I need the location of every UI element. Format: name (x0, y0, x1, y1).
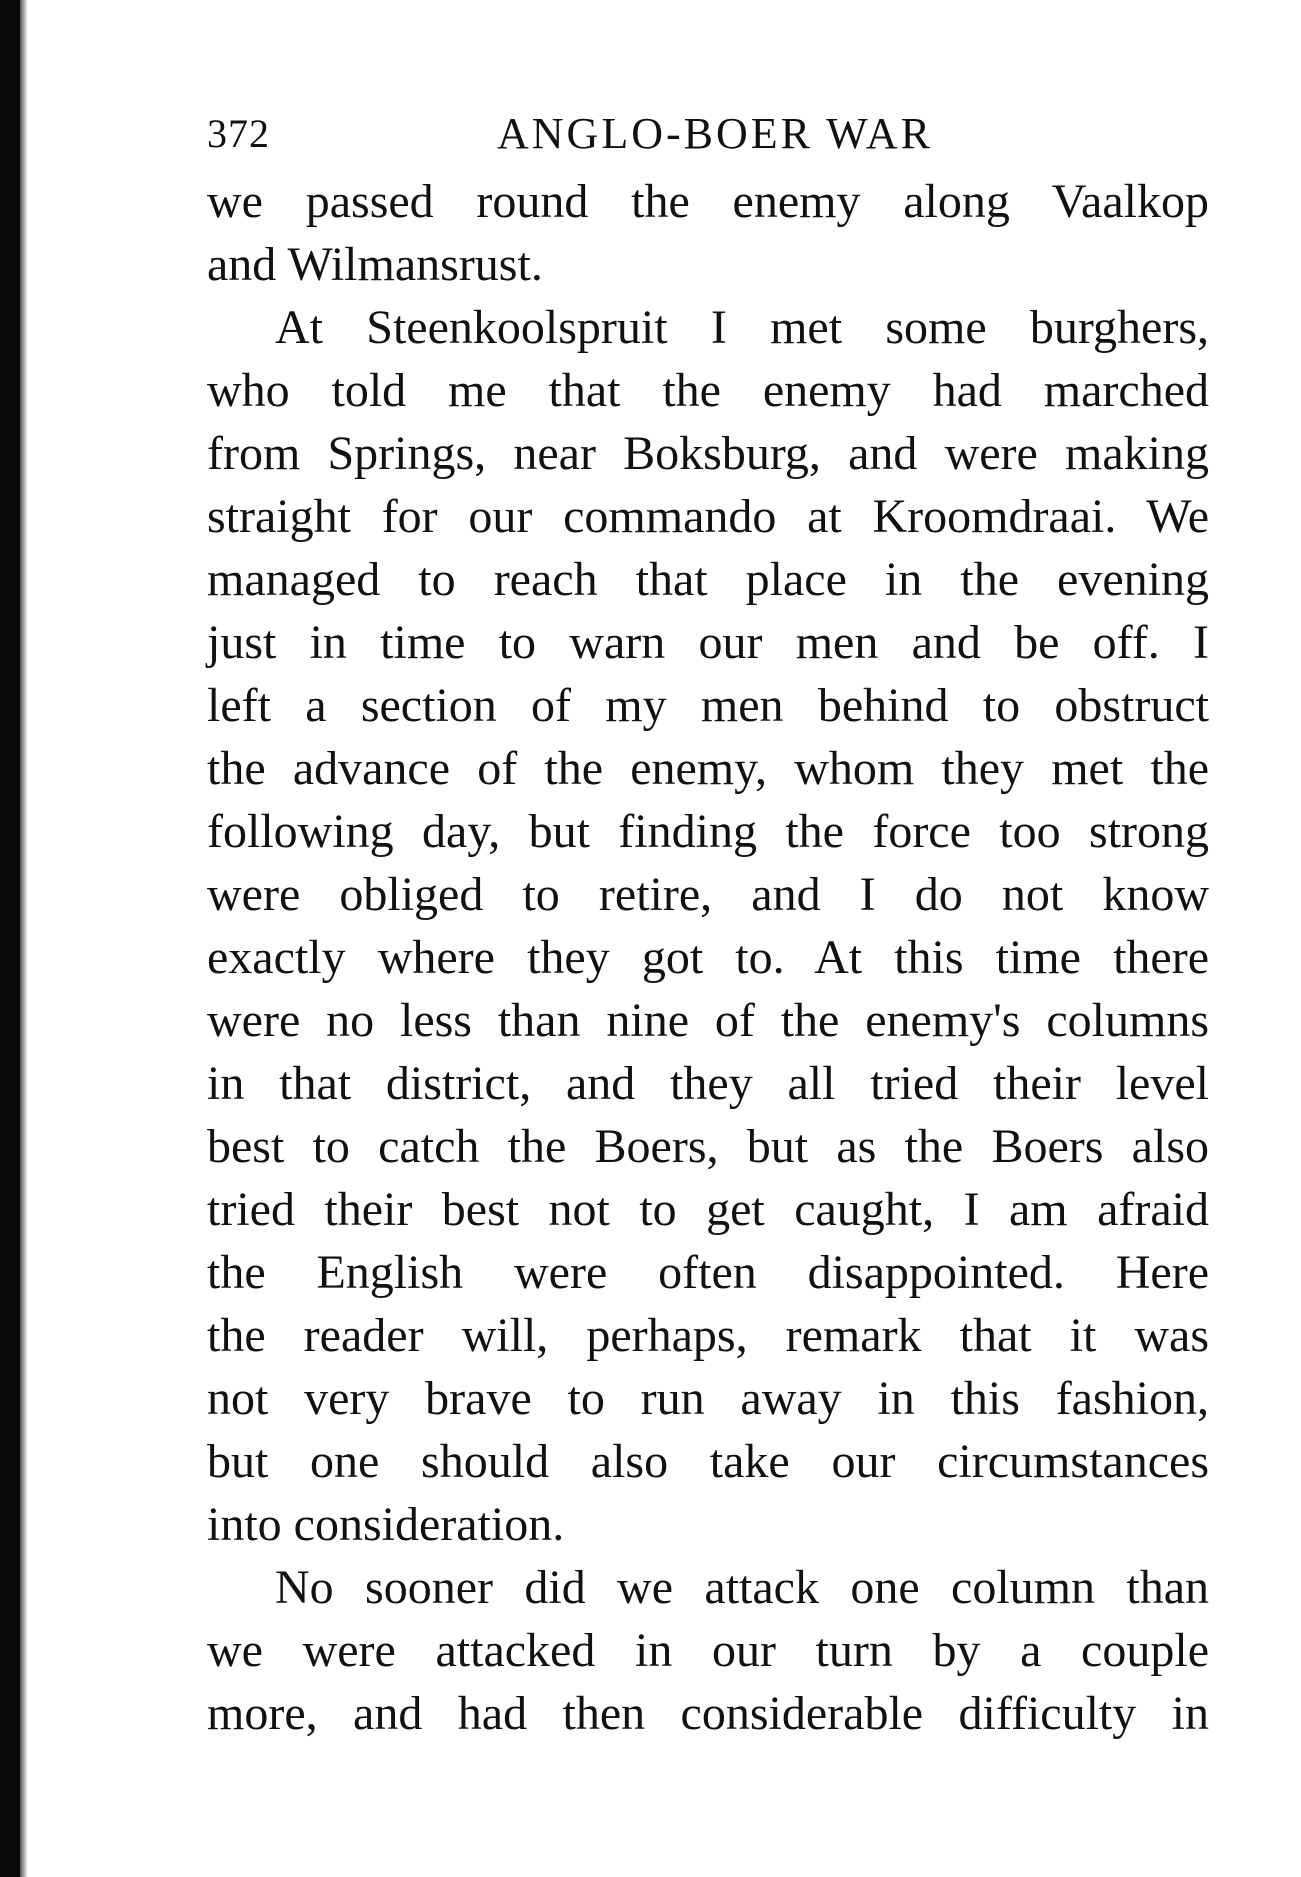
text-line: the reader will, perhaps, remark that it was (207, 1309, 1209, 1362)
text-line: just in time to warn our men and be off. I (207, 616, 1209, 669)
text-line: managed to reach that place in the evening (207, 553, 1209, 606)
text-line: and Wilmansrust. (207, 238, 543, 291)
text-line: straight for our commando at Kroomdraai. We (207, 490, 1209, 543)
text-line: best to catch the Boers, but as the Boers also (207, 1120, 1209, 1173)
running-title: ANGLO-BOER WAR (497, 109, 933, 158)
text-line: we passed round the enemy along Vaalkop (207, 175, 1209, 228)
text-line: were no less than nine of the enemy's columns (207, 994, 1209, 1047)
page-header (207, 104, 1157, 164)
text-line: At Steenkoolspruit I met some burghers, (275, 301, 1209, 354)
text-line: exactly where they got to. At this time there (207, 931, 1209, 984)
text-line: more, and had then considerable difficulty in (207, 1687, 1209, 1740)
text-line: the advance of the enemy, whom they met the (207, 742, 1209, 795)
text-line: in that district, and they all tried their level (207, 1057, 1209, 1110)
book-binding-edge (0, 0, 20, 1877)
text-line: but one should also take our circumstances (207, 1435, 1209, 1488)
body-text (207, 170, 1209, 1745)
text-line: who told me that the enemy had marched (207, 364, 1209, 417)
text-line: were obliged to retire, and I do not know (207, 868, 1209, 921)
page-number: 372 (207, 111, 270, 156)
text-line: not very brave to run away in this fashion, (207, 1372, 1209, 1425)
text-line: the English were often disappointed. Here (207, 1246, 1209, 1299)
text-line: tried their best not to get caught, I am afraid (207, 1183, 1209, 1236)
binding-shadow (20, 0, 28, 1877)
text-line: left a section of my men behind to obstruct (207, 679, 1209, 732)
text-line: No sooner did we attack one column than (275, 1561, 1209, 1614)
text-line: from Springs, near Boksburg, and were making (207, 427, 1209, 480)
text-line: into consideration. (207, 1498, 565, 1551)
text-line: following day, but finding the force too strong (207, 805, 1209, 858)
text-line: we were attacked in our turn by a couple (207, 1624, 1209, 1677)
